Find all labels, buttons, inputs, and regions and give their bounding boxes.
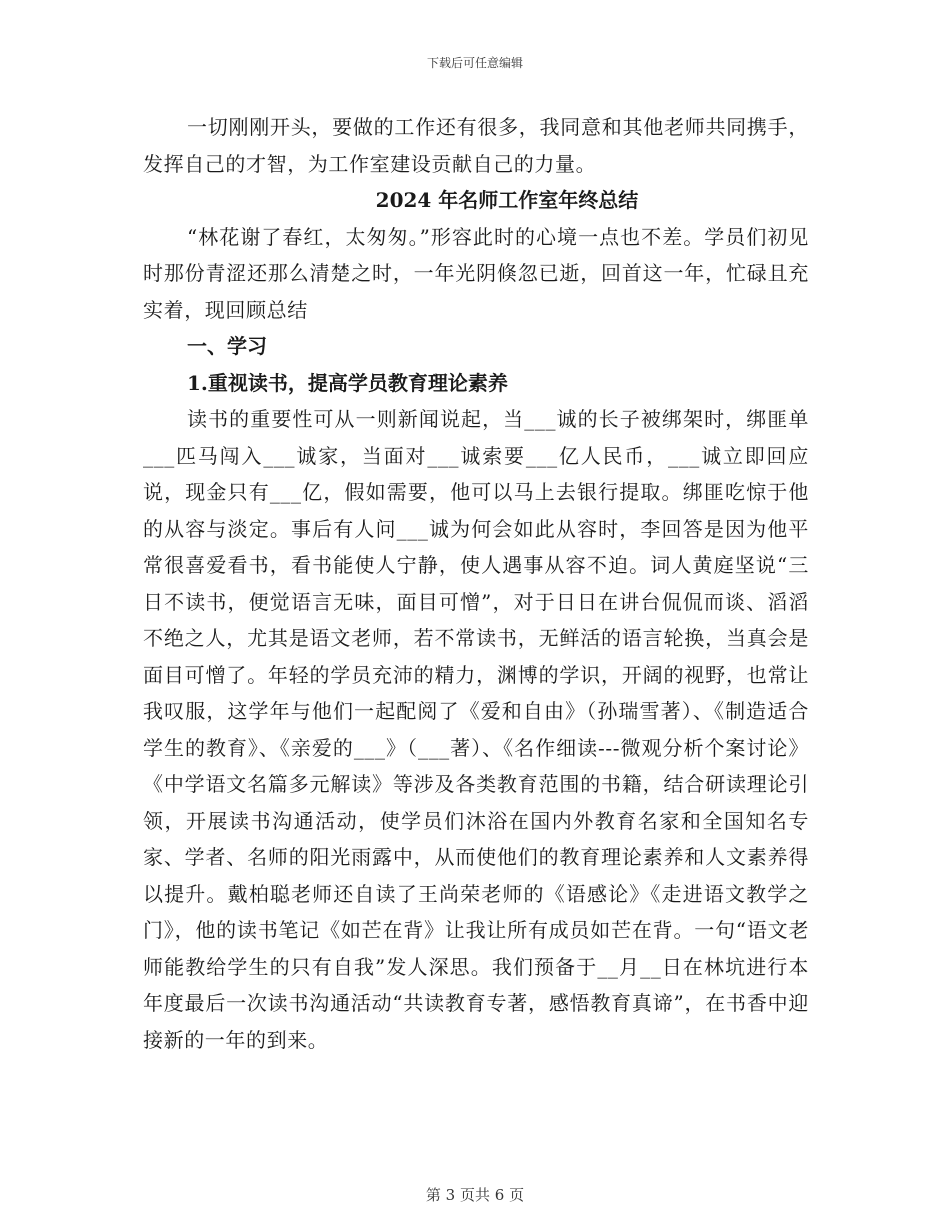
intro-paragraph: 一切刚刚开头，要做的工作还有很多，我同意和其他老师共同携手，发挥自己的才智，为工作室建设贡献自己的力量。 [143,115,809,176]
page-header: 下载后可任意编辑 [426,56,523,70]
subsection-heading-reading: 1.重视读书，提高学员教育理论素养 [187,370,508,395]
section-heading-study: 一、学习 [187,334,267,358]
body-paragraph: 读书的重要性可从一则新闻说起，当___诚的长子被绑架时，绑匪单___匹马闯入___诚家，当面对___诚索要___亿人民币，___诚立即回应说，现金只有___亿，假如需要，他可以马上去银行提取。绑匪吃惊于他的从容与淡定。事后有人问___诚为何会如此从容时，李回答是因为他平常很喜爱看书，看书能使人宁静，使人遇事从容不迫。词人黄庭坚说“三日不读书，便觉语言无味，面目可憎”，对于日日在讲台侃侃而谈、滔滔不绝之人，尤其是语文老师，若不常读书，无鲜活的语言轮换，当真会是面目可憎了。年轻的学员充沛的精力，渊博的学识，开阔的视野，也常让我叹服，这学年与他们一起配阅了《爱和自由》（孙瑞雪著）、《制造适合学生的教育》、《亲爱的___》（___著）、《名作细读---微观分析个案讨论》《中学语文名篇多元解读》等涉及各类教育范围的书籍，结合研读理论引领，开展读书沟通活动，使学员们沐浴在国内外教育名家和全国知名专家、学者、名师的阳光雨露中，从而使他们的教育理论素养和人文素养得以提升。戴柏聪老师还自读了王尚荣老师的《语感论》《走进语文教学之门》，他的读书笔记《如芒在背》让我让所有成员如芒在背。一句“语文老师能教给学生的只有自我”发人深思。我们预备于__月__日在林坑进行本年度最后一次读书沟通活动“共读教育专著，感悟教育真谛”，在书香中迎接新的一年的到来。 [143,407,809,1052]
opening-paragraph: “林花谢了春红，太匆匆。”形容此时的心境一点也不差。学员们初见时那份青涩还那么清楚之时，一年光阴倏忽已逝，回首这一年，忙碌且充实着，现回顾总结 [143,224,809,322]
page-footer: 第 3 页共 6 页 [425,1186,525,1204]
document-title: 2024 年名师工作室年终总结 [375,188,639,212]
document-body [143,109,809,1058]
